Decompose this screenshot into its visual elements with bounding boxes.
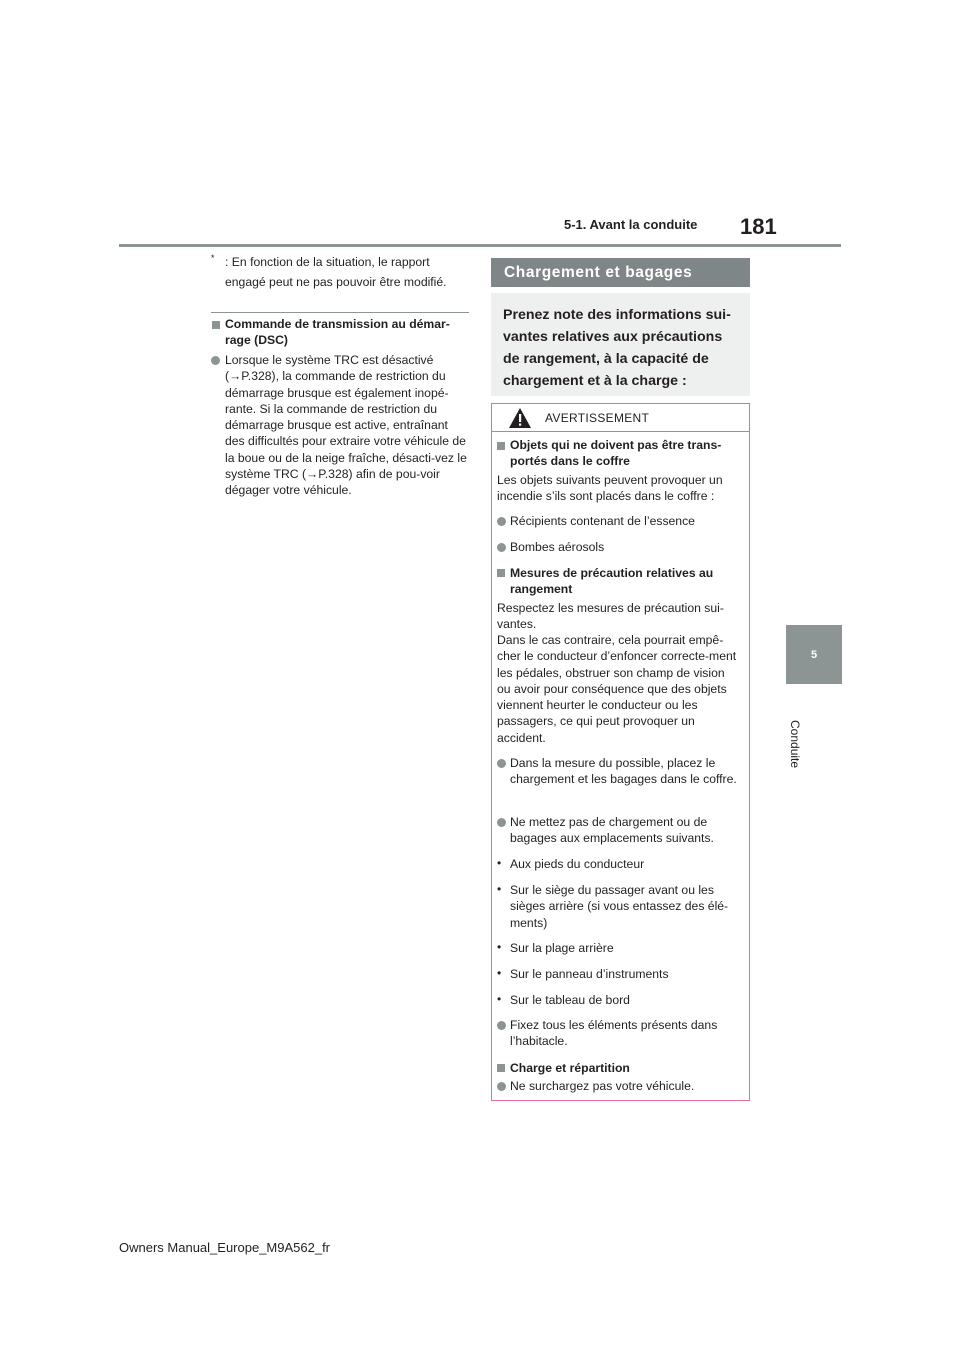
section-heading: Chargement et bagages — [491, 258, 750, 287]
warning-sub-5: Sur le tableau de bord — [510, 993, 630, 1007]
circle-bullet-icon — [497, 818, 506, 827]
warning-title: AVERTISSEMENT — [545, 411, 650, 425]
warning-bullet-5: Fixez tous les éléments présents dans l’habitacle. — [510, 1018, 718, 1049]
circle-bullet-icon — [497, 543, 506, 552]
footnote-line-1: : En fonction de la situation, le rapport — [225, 255, 430, 269]
dsc-body: Lorsque le système TRC est désactivé (→P.328), la commande de restriction du démarrage brusque est également inopé-rante. Si la commande de restriction du démarrage brusque est active, entraînant des difficultés pour extraire votre véhicule de la boue ou de la neige fraîche, désacti-vez le système TRC (→P.328) afin de pou-voir dégager votre véhicule. — [225, 353, 467, 498]
square-bullet-icon — [497, 1064, 505, 1072]
dash-bullet: • — [497, 882, 502, 896]
dash-bullet: • — [497, 992, 502, 1006]
warning-bullet-4: Ne mettez pas de chargement ou de bagages aux emplacements suivants. — [510, 815, 714, 846]
section-title: 5-1. Avant la conduite — [564, 217, 698, 232]
chapter-tab: 5 — [786, 625, 842, 684]
warning-heading-2: Mesures de précaution relatives au rangement — [510, 566, 714, 597]
circle-bullet-icon — [497, 1082, 506, 1091]
warning-paragraph-2a: Respectez les mesures de précaution sui-vantes. — [497, 601, 724, 632]
footnote-mark: * — [211, 253, 215, 263]
footer-document-id: Owners Manual_Europe_M9A562_fr — [119, 1240, 331, 1255]
square-bullet-icon — [497, 569, 505, 577]
warning-divider — [491, 431, 750, 432]
warning-sub-1: Aux pieds du conducteur — [510, 857, 645, 871]
dash-bullet: • — [497, 966, 502, 980]
warning-heading-3: Charge et répartition — [510, 1061, 630, 1075]
warning-sub-2: Sur le siège du passager avant ou les sièges arrière (si vous entassez des élé-ments) — [510, 883, 729, 930]
header-rule — [119, 244, 841, 247]
warning-sub-4: Sur le panneau d’instruments — [510, 967, 669, 981]
footnote-divider — [211, 312, 469, 313]
dash-bullet: • — [497, 856, 502, 870]
dsc-heading: Commande de transmission au démar-rage (DSC) — [225, 317, 450, 348]
square-bullet-icon — [497, 442, 505, 450]
warning-paragraph-2b: Dans le cas contraire, cela pourrait empê-cher le conducteur d’enfoncer correcte-ment les pédales, obstruer son champ de vision ou avoir pour conséquence que des objets viennent heurter le conducteur ou les passagers, ce qui peut provoquer un accident. — [497, 633, 737, 745]
circle-bullet-icon — [497, 517, 506, 526]
warning-icon — [507, 406, 533, 430]
footnote-line-2: engagé peut ne pas pouvoir être modifié. — [225, 275, 447, 289]
page-number: 181 — [740, 214, 777, 239]
circle-bullet-icon — [211, 356, 220, 365]
circle-bullet-icon — [497, 759, 506, 768]
circle-bullet-icon — [497, 1021, 506, 1030]
warning-sub-3: Sur la plage arrière — [510, 941, 614, 955]
warning-bullet-2: Bombes aérosols — [510, 540, 605, 554]
warning-heading-1: Objets qui ne doivent pas être trans-portés dans le coffre — [510, 438, 722, 469]
warning-bullet-1: Récipients contenant de l’essence — [510, 514, 695, 528]
warning-bullet-6: Ne surchargez pas votre véhicule. — [510, 1079, 695, 1093]
warning-paragraph-1: Les objets suivants peuvent provoquer un incendie s’ils sont placés dans le coffre : — [497, 473, 723, 504]
warning-bullet-3: Dans la mesure du possible, placez le chargement et les bagages dans le coffre. — [510, 756, 737, 787]
chapter-label: Conduite — [788, 720, 802, 769]
intro-text: Prenez note des informations sui-vantes relatives aux précautions de rangement, à la capacité de chargement et à la charge : — [503, 307, 731, 389]
square-bullet-icon — [212, 321, 220, 329]
intro-box — [491, 293, 750, 396]
dash-bullet: • — [497, 940, 502, 954]
